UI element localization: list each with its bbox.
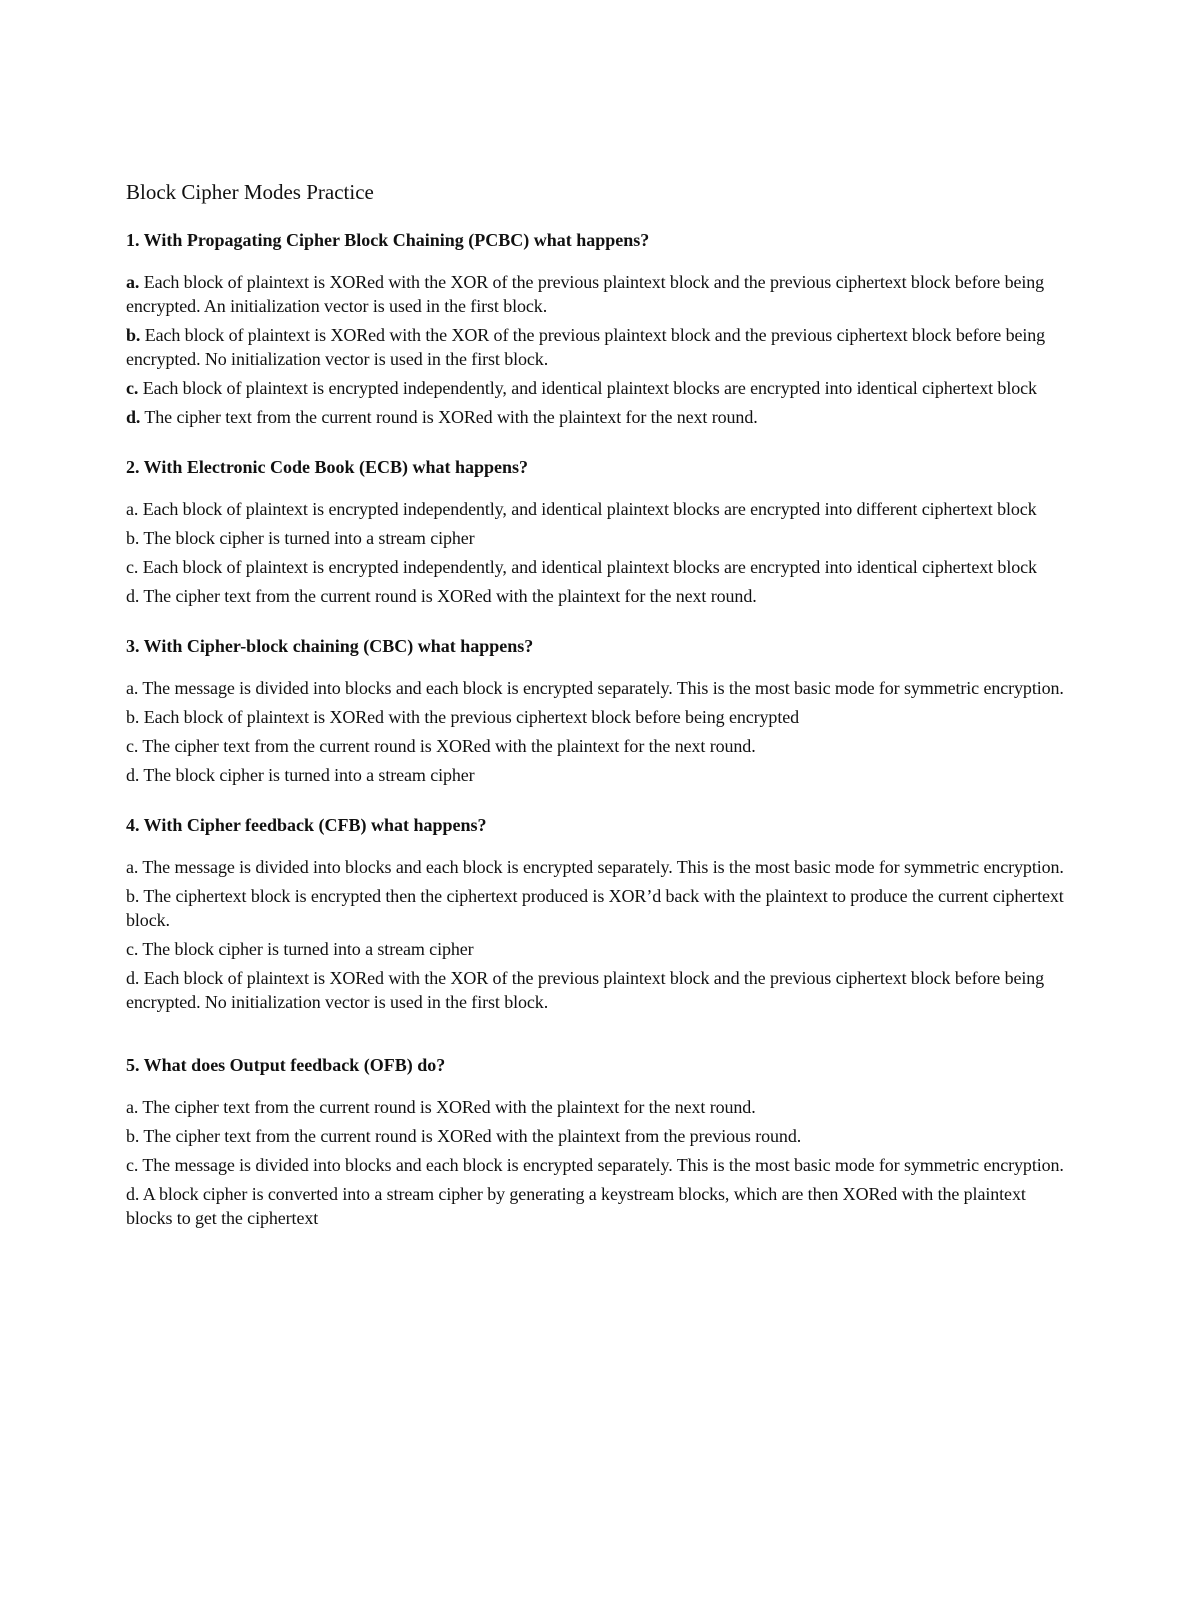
option-text: Each block of plaintext is XORed with the XOR of the previous plaintext block and the previous ciphertext block before being encrypted. An initialization vector is used in the first block. [126,272,1045,316]
option-text: The block cipher is turned into a stream cipher [139,528,475,548]
option-text: Each block of plaintext is encrypted independently, and identical plaintext blocks are encrypted into different ciphertext block [138,499,1037,519]
option-text: Each block of plaintext is XORed with the XOR of the previous plaintext block and the previous ciphertext block before being encrypted. No initialization vector is used in the first block. [126,968,1045,1012]
option-a [126,676,1076,700]
option-letter: c. [126,736,139,756]
option-a [126,497,1076,521]
option-letter: a. [126,1097,139,1117]
question-text: 5. What does Output feedback (OFB) do? [126,1055,446,1075]
option-letter: a. [126,678,139,698]
option-letter: b. [126,325,141,345]
option-text: The message is divided into blocks and each block is encrypted separately. This is the most basic mode for symmetric encryption. [138,857,1064,877]
document-page [126,178,1076,1256]
option-letter: b. [126,886,140,906]
option-text: The cipher text from the current round is XORed with the plaintext from the previous round. [139,1126,802,1146]
option-a [126,1095,1076,1119]
question-5 [126,1053,1076,1230]
option-text: The message is divided into blocks and each block is encrypted separately. This is the most basic mode for symmetric encryption. [138,1155,1064,1175]
question-text: 1. With Propagating Cipher Block Chaining (PCBC) what happens? [126,230,650,250]
option-text: Each block of plaintext is encrypted independently, and identical plaintext blocks are encrypted into identical ciphertext block [138,378,1037,398]
option-a [126,270,1076,318]
option-text: A block cipher is converted into a stream cipher by generating a keystream blocks, which are then XORed with the plaintext blocks to get the ciphertext [126,1184,1026,1228]
question-text: 2. With Electronic Code Book (ECB) what happens? [126,457,529,477]
option-letter: c. [126,557,139,577]
option-letter: a. [126,499,139,519]
option-letter: d. [126,765,140,785]
option-text: The cipher text from the current round is XORed with the plaintext for the next round. [140,407,758,427]
question-text: 4. With Cipher feedback (CFB) what happens? [126,815,487,835]
document-title: Block Cipher Modes Practice [126,180,374,204]
option-letter: b. [126,528,140,548]
option-letter: d. [126,968,140,988]
option-letter: b. [126,707,140,727]
option-text: The cipher text from the current round is XORed with the plaintext for the next round. [138,1097,756,1117]
option-letter: b. [126,1126,140,1146]
question-4 [126,813,1076,1014]
paragraph-spacer [126,1019,1076,1053]
option-letter: a. [126,272,140,292]
option-c [126,734,1076,758]
question-text: 3. With Cipher-block chaining (CBC) what happens? [126,636,534,656]
option-b [126,323,1076,371]
option-text: The block cipher is turned into a stream cipher [138,939,474,959]
option-c [126,376,1076,400]
option-d [126,763,1076,787]
option-d [126,1182,1076,1230]
option-d [126,966,1076,1014]
option-text: Each block of plaintext is XORed with the XOR of the previous plaintext block and the previous ciphertext block before being encrypted. No initialization vector is used in the first block. [126,325,1046,369]
option-text: Each block of plaintext is encrypted independently, and identical plaintext blocks are encrypted into identical ciphertext block [138,557,1037,577]
option-letter: c. [126,939,139,959]
option-letter: c. [126,1155,139,1175]
option-text: Each block of plaintext is XORed with the previous ciphertext block before being encrypted [139,707,800,727]
option-text: The message is divided into blocks and each block is encrypted separately. This is the most basic mode for symmetric encryption. [138,678,1064,698]
option-letter: d. [126,1184,140,1204]
option-b [126,1124,1076,1148]
option-a [126,855,1076,879]
question-3 [126,634,1076,787]
option-d [126,405,1076,429]
question-1 [126,228,1076,429]
option-d [126,584,1076,608]
option-c [126,937,1076,961]
option-c [126,1153,1076,1177]
option-text: The cipher text from the current round is XORed with the plaintext for the next round. [138,736,756,756]
option-b [126,705,1076,729]
option-text: The cipher text from the current round is XORed with the plaintext for the next round. [139,586,757,606]
option-c [126,555,1076,579]
option-b [126,884,1076,932]
option-letter: d. [126,586,140,606]
question-2 [126,455,1076,608]
option-letter: c. [126,378,139,398]
option-text: The ciphertext block is encrypted then the ciphertext produced is XOR’d back with the plaintext to produce the current ciphertext block. [126,886,1064,930]
option-text: The block cipher is turned into a stream cipher [139,765,475,785]
option-letter: d. [126,407,141,427]
option-b [126,526,1076,550]
option-letter: a. [126,857,139,877]
